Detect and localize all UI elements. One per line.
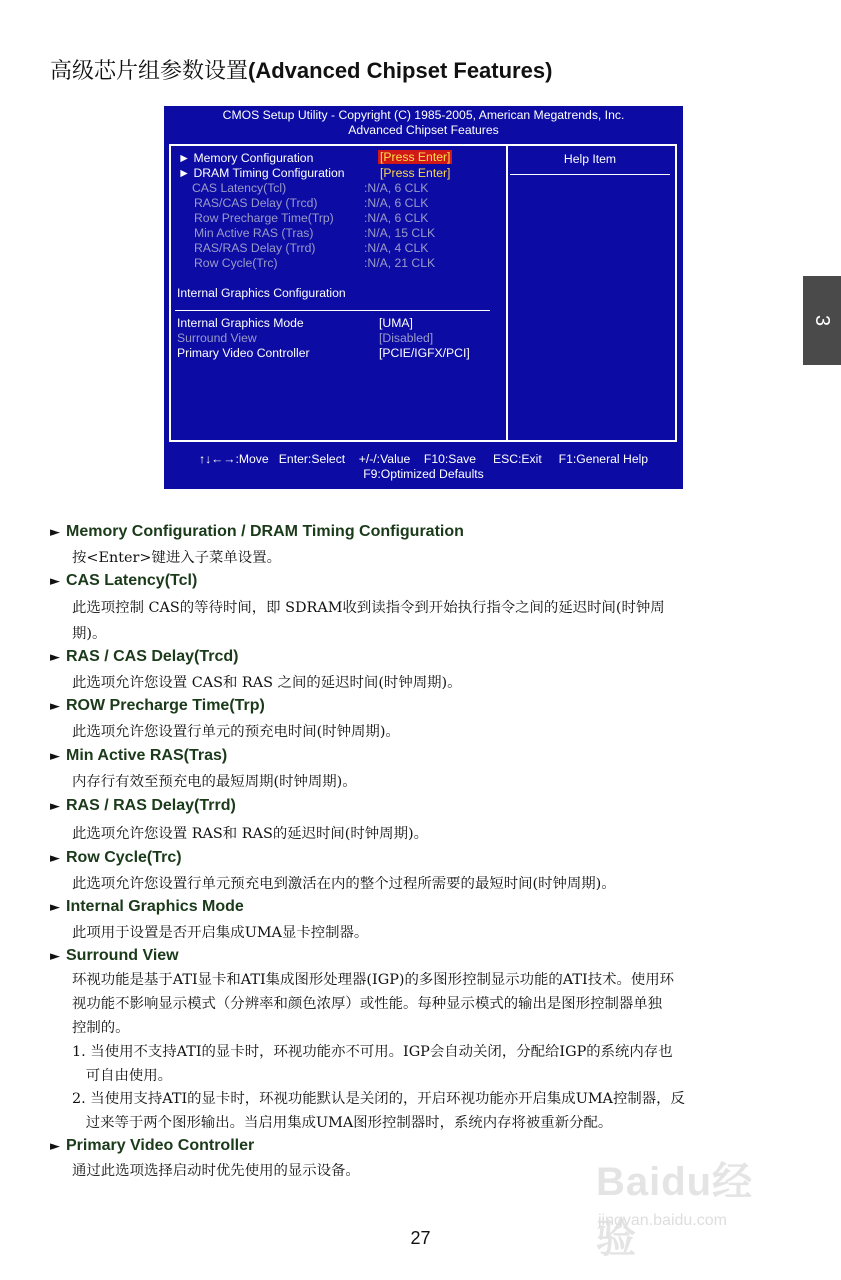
bios-item-row-precharge: Row Precharge Time(Trp) xyxy=(194,211,334,225)
bios-value-ras-cas-delay: :N/A, 6 CLK xyxy=(364,196,429,210)
bios-value-cas-latency: :N/A, 6 CLK xyxy=(364,181,429,195)
bios-screenshot xyxy=(164,106,683,489)
bios-value-surround-view: [Disabled] xyxy=(379,331,434,345)
section-desc: 此选项允许您设置 RAS和 RAS的延迟时间(时钟周期)。 xyxy=(72,826,428,842)
bios-item-dram-timing[interactable]: ► DRAM Timing Configuration xyxy=(178,166,345,180)
section-row-precharge: ► ROW Precharge Time(Trp) xyxy=(50,697,265,714)
bios-item-primary-video[interactable]: Primary Video Controller xyxy=(177,346,310,360)
triangle-bullet-icon: ► xyxy=(50,650,60,665)
triangle-bullet-icon: ► xyxy=(50,949,60,964)
section-desc: 此项用于设置是否开启集成UMA显卡控制器。 xyxy=(72,925,369,941)
section-desc: 此选项允许您设置行单元的预充电时间(时钟周期)。 xyxy=(72,724,400,740)
triangle-bullet-icon: ► xyxy=(50,1139,60,1154)
bios-item-ras-ras-delay: RAS/RAS Delay (Trrd) xyxy=(194,241,316,255)
triangle-bullet-icon: ► xyxy=(50,574,60,589)
section-desc: 期)。 xyxy=(72,626,107,642)
bios-help-rule xyxy=(510,174,670,175)
section-desc: 过来等于两个图形输出。当启用集成UMA图形控制器时，系统内存将被重新分配。 xyxy=(72,1115,613,1131)
section-min-active-ras: ► Min Active RAS(Tras) xyxy=(50,747,228,764)
chapter-tab: 3 xyxy=(803,276,841,365)
section-desc: 环视功能是基于ATI显卡和ATI集成图形处理器(IGP)的多图形控制显示功能的ATI技术。使用环 xyxy=(72,972,675,988)
bios-item-internal-graphics-mode[interactable]: Internal Graphics Mode xyxy=(177,316,304,330)
section-ras-ras-delay: ► RAS / RAS Delay(Trrd) xyxy=(50,797,236,814)
section-desc: 按<Enter>键进入子菜单设置。 xyxy=(72,550,281,566)
section-desc: 2. 当使用支持ATI的显卡时，环视功能默认是关闭的，开启环视功能亦开启集成UMA控制器，反 xyxy=(72,1091,685,1107)
section-memory-configuration: ► Memory Configuration / DRAM Timing Configuration xyxy=(50,523,464,540)
bios-value-primary-video[interactable]: [PCIE/IGFX/PCI] xyxy=(379,346,470,360)
page-number: 27 xyxy=(410,1228,431,1248)
section-desc: 可自由使用。 xyxy=(72,1068,173,1084)
section-row-cycle: ► Row Cycle(Trc) xyxy=(50,849,182,866)
bios-footer-defaults: F9:Optimized Defaults xyxy=(363,467,484,481)
section-desc: 此选项允许您设置行单元预充电到激活在内的整个过程所需要的最短时间(时钟周期)。 xyxy=(72,876,616,892)
bios-help-title: Help Item xyxy=(563,152,617,166)
section-desc: 视功能不影响显示模式（分辨率和颜色浓厚）或性能。每种显示模式的输出是图形控制器单独 xyxy=(72,996,663,1012)
bios-item-min-active-ras: Min Active RAS (Tras) xyxy=(194,226,314,240)
watermark-logo: Baidu经验 xyxy=(596,1160,754,1261)
section-desc: 此选项控制 CAS的等待时间，即 SDRAM收到读指令到开始执行指令之间的延迟时间(时钟周 xyxy=(72,600,665,616)
section-desc: 此选项允许您设置 CAS和 RAS 之间的延迟时间(时钟周期)。 xyxy=(72,675,462,691)
section-surround-view: ► Surround View xyxy=(50,947,179,964)
bios-item-surround-view: Surround View xyxy=(177,331,257,345)
section-desc: 控制的。 xyxy=(72,1020,130,1036)
bios-item-cas-latency: CAS Latency(Tcl) xyxy=(192,181,287,195)
triangle-bullet-icon: ► xyxy=(50,525,60,540)
section-ras-cas-delay: ► RAS / CAS Delay(Trcd) xyxy=(50,648,239,665)
bios-item-row-cycle: Row Cycle(Trc) xyxy=(194,256,278,270)
section-cas-latency: ► CAS Latency(Tcl) xyxy=(50,572,198,589)
bios-header: CMOS Setup Utility - Copyright (C) 1985-2005, American Megatrends, Inc. Advanced Chipset Features xyxy=(222,108,625,137)
bios-value-row-precharge: :N/A, 6 CLK xyxy=(364,211,429,225)
page-title: 高级芯片组参数设置(Advanced Chipset Features) xyxy=(50,58,553,84)
section-primary-video-controller: ► Primary Video Controller xyxy=(50,1137,255,1154)
bios-section-rule xyxy=(175,310,490,311)
bios-value-memory-configuration[interactable]: [Press Enter] xyxy=(380,150,451,164)
bios-value-row-cycle: :N/A, 21 CLK xyxy=(364,256,436,270)
section-desc: 通过此选项选择启动时优先使用的显示设备。 xyxy=(72,1163,360,1179)
triangle-bullet-icon: ► xyxy=(50,749,60,764)
bios-item-ras-cas-delay: RAS/CAS Delay (Trcd) xyxy=(194,196,318,210)
bios-item-memory-configuration[interactable]: ► Memory Configuration xyxy=(178,151,314,165)
bios-value-ras-ras-delay: :N/A, 4 CLK xyxy=(364,241,429,255)
watermark-url: jingyan.baidu.com xyxy=(598,1212,727,1229)
bios-value-min-active-ras: :N/A, 15 CLK xyxy=(364,226,436,240)
section-internal-graphics-mode: ► Internal Graphics Mode xyxy=(50,898,244,915)
triangle-bullet-icon: ► xyxy=(50,799,60,814)
bios-value-dram-timing[interactable]: [Press Enter] xyxy=(380,166,451,180)
bios-section-title: Internal Graphics Configuration xyxy=(177,286,346,300)
section-desc: 1. 当使用不支持ATI的显卡时，环视功能亦不可用。IGP会自动关闭，分配给IGP的系统内存也 xyxy=(72,1044,673,1060)
triangle-bullet-icon: ► xyxy=(50,699,60,714)
triangle-bullet-icon: ► xyxy=(50,851,60,866)
bios-value-internal-graphics-mode[interactable]: [UMA] xyxy=(379,316,413,330)
bios-divider xyxy=(506,144,508,442)
triangle-bullet-icon: ► xyxy=(50,900,60,915)
bios-footer-keys: ↑↓←→:Move Enter:Select +/-/:Value F10:Save ESC:Exit F1:General Help xyxy=(198,452,649,466)
section-desc: 内存行有效至预充电的最短周期(时钟周期)。 xyxy=(72,774,357,790)
